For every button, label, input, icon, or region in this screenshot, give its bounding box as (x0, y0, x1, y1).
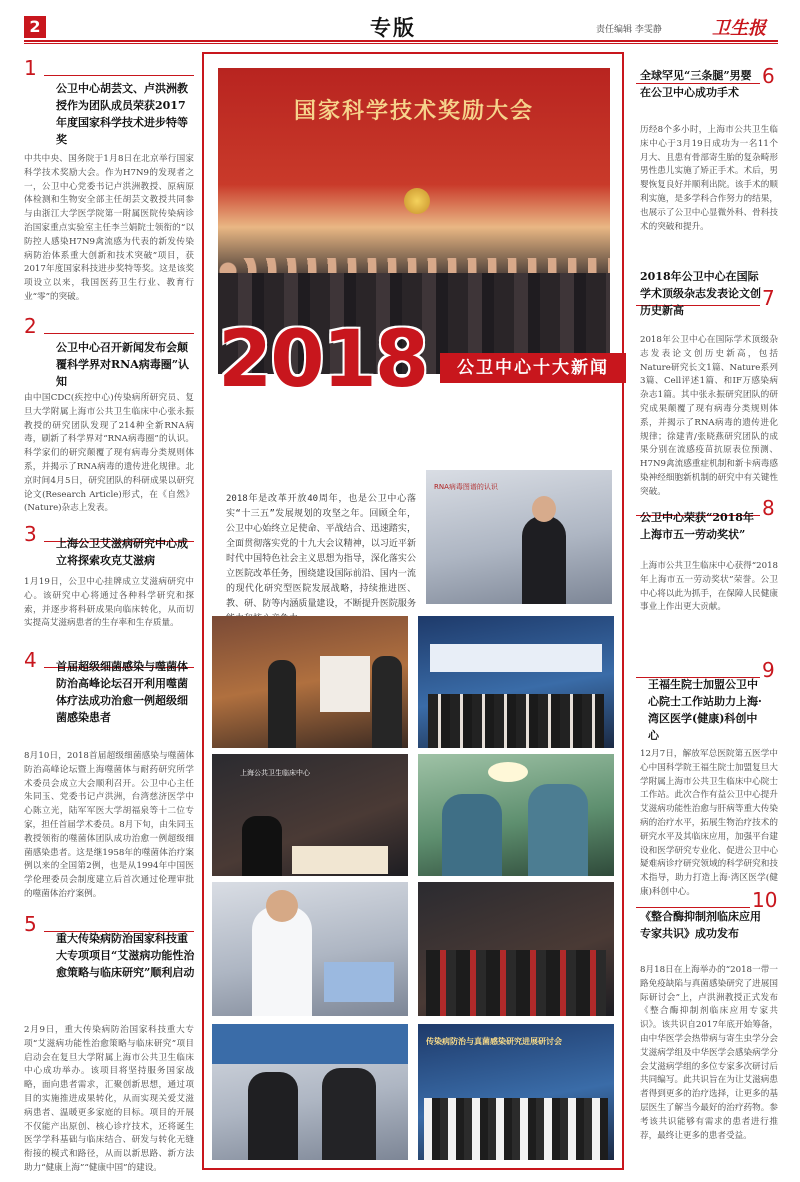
item-number: 7 (762, 286, 775, 310)
item-body: 2月9日，重大传染病防治国家科技重大专项“艾滋病功能性治愈策略与临床研究”项目启动会在复旦大学附属上海市公共卫生临床中心成功举办。该项目将坚持服务国家战略，面向患者需求，汇聚创新思想，通过项目的实施推进成果转化，从而实现关爱艾滋病患者、温暖更多家庭的目标。项目的开展不仅能产出原创、核心诊疗技术，还将诞生医学学科基础与临床结合、研发与转化无缝衔接的模式和路径，从而以新思路、新方法助力“健康上海”“健康中国”的建设。 (24, 1025, 194, 1173)
item-body: 8月10日，2018首届超级细菌感染与噬菌体防治高峰论坛暨上海噬菌体与耐药研究所学术委员会成立大会顺利召开。公卫中心主任朱同玉、党委书记卢洪洲，台湾慈济医学中心陈立光，陆军军医大学胡福泉等十二位专家，担任首届学术委员。8月下旬，由朱同玉教授领衔的噬菌体团队成功治愈一例超级细菌感染患者。这是继1958年的噬菌体治疗案例以来的全国第2例，也是从1994年中国医学伦理委员会制度建立后首次通过伦理审批的噬菌体治疗案例。 (24, 751, 194, 899)
researcher-figure (252, 906, 312, 1016)
slide-label: RNA病毒图谱的认识 (434, 483, 498, 491)
plaque-cover (320, 656, 370, 712)
item-body: 由中国CDC(疾控中心)传染病所研究员、复旦大学附属上海市公共卫生临床中心张永振教授的研究团队发现了214种全新RNA病毒，刷新了科学界对“RNA病毒圈”的认识。科学家们的研究颠覆了现有病毒分类规则体系，并揭示了RNA病毒的遗传进化规律。北京时间4月5日，研究团队的科研成果以研究论文(Research Article)形式，在《自然》(Nature)杂志上发表。 (24, 393, 194, 514)
stage-label: 上海公共卫生临床中心 (240, 769, 310, 777)
page-number: 2 (24, 16, 46, 38)
item-headline: 首届超级细菌感染与噬菌体防治高峰论坛召开利用噬菌体疗法成功治愈一例超级细菌感染患者 (56, 660, 188, 724)
ceremony-banner-text: 国家科学技术奖励大会 (293, 99, 534, 124)
award-group-photo (418, 882, 614, 1016)
item-body: 8月18日在上海举办的“2018一带一路免疫缺陷与真菌感染研究了进展国际研讨会”上，卢洪洲教授正式发布《整合酶抑制剂临床应用专家共识》。该共识自2017年底开始筹备，由中华医学会热带病与寄生虫学分会艾滋病学组及中华医学会感染病学分会艾滋病学组的多位专家多次研讨后共同编写。此共识旨在为让艾滋病患者得到更多的治疗选择，让更多的基层医生了解当今最好的治疗药物。参考该共识能够有需求的患者进行推荐，最终让更多的患者受益。 (640, 965, 778, 1141)
item-headline: 公卫中心召开新闻发布会颠覆科学界对RNA病毒圈”认知 (56, 341, 190, 388)
speaker-figure (242, 816, 282, 876)
surgery-photo (418, 754, 614, 876)
item-rule (44, 75, 194, 76)
editor-credit: 责任编辑 李雯静 (596, 25, 662, 35)
item-headline: 重大传染病防治国家科技重大专项项目“艾滋病功能性治愈策略与临床研究”顺利启动 (56, 932, 195, 979)
item-body: 2018年公卫中心在国际学术顶级杂志发表论文创历史新高，包括Nature研究长文1篇、Nature系列3篇、Cell评述1篇、和IF万感染病杂志1篇。其中张永振研究团队的研究成果颠覆了现有病毒分类规则体系，并揭示了RNA病毒的遗传进化规律；徐建青/张晓燕研究团队的成果分别在流感疫苗抗原表位预测、H7N9禽流感重症机制和新卡病毒感染神经细胞新机制的研究中有关键性突破。 (640, 335, 778, 497)
group-row (424, 1098, 608, 1160)
item-number: 6 (762, 64, 775, 88)
surgical-light-icon (488, 762, 528, 782)
item-body: 12月7日，解放军总医院第五医学中心中国科学院王福生院士加盟复旦大学附属上海市公共卫生临床中心院士工作站。此次合作有益公卫中心提升艾滋病功能性治愈与肝病等重大传染病的治疗水平，拓展生物治疗技术的研究水平及其临床应用，加强平台建设和医学研究专业化、促进公卫中心疑难病诊疗研究领域的科学研究和技术指导，助力打造上海·湾区医学(健康)科创中心。 (640, 749, 778, 897)
item-headline: 公卫中心荣获“2018年上海市五一劳动奖状” (640, 511, 754, 541)
item-number: 10 (752, 888, 778, 912)
item-number: 5 (24, 912, 37, 936)
speaker-head (532, 496, 556, 522)
item-headline: 上海公卫艾滋病研究中心成立将探索攻克艾滋病 (56, 537, 188, 567)
masthead-logo: 卫生报 (712, 18, 766, 39)
press-conference-photo (212, 754, 408, 876)
symposium-banner-label: 传染病防治与真菌感染研究进展研讨会 (426, 1037, 562, 1046)
item-body: 历经8个多小时，上海市公共卫生临床中心于3月19日成功为一名11个月大、且患有骨部寄生胎的复杂畸形男性患儿实施了矫正手术。术后，男婴恢复良好并顺利出院。该手术的顺利实施，是多学科合作努力的结果，也展示了公卫中心显微外科、骨科技术的突破和提升。 (640, 125, 778, 232)
unveiling-photo (212, 616, 408, 748)
item-headline: 《整合酶抑制剂临床应用专家共识》成功发布 (640, 910, 761, 940)
header-rule (24, 40, 778, 42)
person-figure (322, 1068, 376, 1160)
item-number: 1 (24, 56, 37, 80)
forum-backdrop (430, 644, 602, 672)
section-title: 专版 (370, 16, 416, 40)
person-figure (372, 656, 402, 748)
handshake-photo (212, 1024, 408, 1160)
forum-group-photo (418, 616, 614, 748)
item-rule (44, 333, 194, 334)
surgeon-figure (528, 784, 588, 876)
laboratory-photo (212, 882, 408, 1016)
group-row (428, 694, 604, 748)
header-rule-thin (24, 43, 778, 44)
speaker-figure (522, 516, 566, 604)
feature-intro: 2018年是改革开放40周年，也是公卫中心落实“十三五”发展规划的攻坚之年。回顾全年，公卫中心始终立足使命、平战结合、迅速踏实，全面贯彻落实党的十九大会议精神，以习近平新时代中国特色社会主义思想为指导，深化落实公立医院改革任务，围绕建设国际前沿、国内一流的现代化研究型医院发展战略，持续推进医、教、研、防等内涵质量建设，不断提升医院服务 (226, 494, 416, 609)
podium (292, 846, 388, 874)
feature-year: 2018 (218, 315, 428, 405)
item-headline: 公卫中心胡芸文、卢洪洲教授作为团队成员荣获2017年度国家科学技术进步特等奖 (56, 82, 188, 146)
item-headline: 全球罕见“三条腿”男婴在公卫中心成功手术 (640, 69, 752, 99)
surgeon-figure (442, 794, 502, 876)
item-headline: 王福生院士加盟公卫中心院士工作站助力上海·湾区医学(健康)科创中心 (648, 678, 762, 742)
backdrop-banner (212, 1024, 408, 1064)
item-number: 2 (24, 314, 37, 338)
group-row (426, 950, 606, 1016)
item-number: 3 (24, 522, 37, 546)
person-figure (248, 1072, 298, 1160)
item-number: 4 (24, 648, 37, 672)
item-body: 1月19日，公卫中心挂牌成立艾滋病研究中心。该研究中心将通过各种科学研究和探索，并逐步将科研成果向临床转化，从而切实提高艾滋病患者的生存率和生存质量。 (24, 577, 194, 629)
person-figure (268, 660, 296, 748)
symposium-photo (418, 1024, 614, 1160)
item-body: 上海市公共卫生临床中心获得“2018年上海市五一劳动奖状”荣誉。公卫中心将以此为抓手，在保障人民健康事业上作出更大贡献。 (640, 561, 778, 613)
lab-equipment (324, 962, 394, 1002)
feature-title: 公卫中心十大新闻 (440, 353, 626, 383)
national-emblem-icon (404, 188, 430, 214)
item-number: 9 (762, 658, 775, 682)
researcher-head (266, 890, 298, 922)
item-number: 8 (762, 496, 775, 520)
item-headline: 2018年公卫中心在国际学术顶级杂志发表论文创历史新高 (640, 270, 761, 317)
lecture-photo (426, 470, 612, 604)
item-body: 中共中央、国务院于1月8日在北京举行国家科学技术奖励大会。作为H7N9的发现者之一，公卫中心党委书记卢洪洲教授、原病原体检测和生物安全部主任胡芸文教授共同参与由浙江大学医学院第一附属医院传染病诊治国家重点实验室主任李兰娟院士领衔的“以防控人感染H7N9禽流感为代表的新发传染病防治体系重大创新和技术突破”项目，获2017年度国家科技进步奖特等奖。这是该奖项设立以来，我国医药卫生行业、教育行业“零”的突破。 (24, 154, 194, 302)
